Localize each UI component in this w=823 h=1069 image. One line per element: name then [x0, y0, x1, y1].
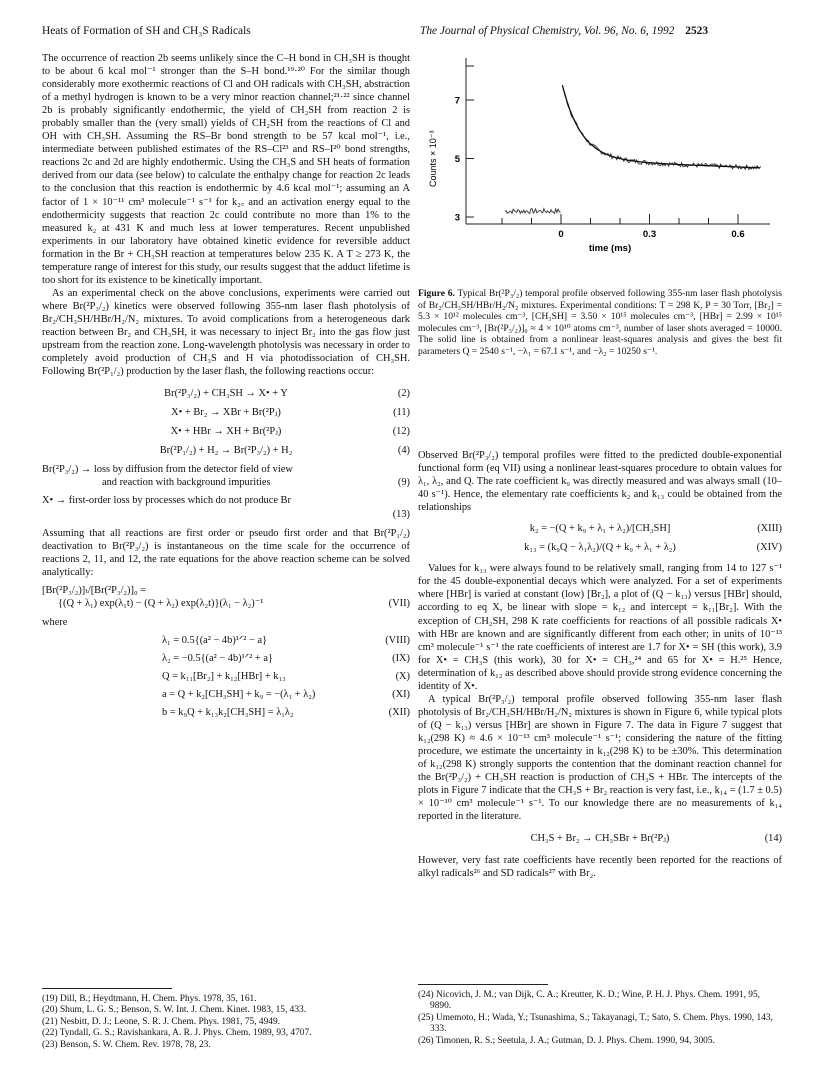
- y-ticks: [455, 66, 474, 224]
- equation: X• + Br₂ → XBr + Br(²Pⱼ) (11): [171, 407, 410, 419]
- equation: Br(²P₁/₂) + H₂ → Br(²P₃/₂) + H₂ (4): [159, 445, 410, 457]
- paragraph: The occurrence of reaction 2b seems unlikely since the C–H bond in CH₃SH is thought to be about 6 kcal mol⁻¹ stronger than the S–H bond.¹⁹·²⁰ For the similar though considerably more exothermic reactions of Cl and OH radicals with CH₃SH, abstraction of a methyl hydrogen is known to be a very minor reaction channel;²¹·²² since channel 2b is probably significantly endothermic, the yield of CH₂SH from reaction 2 is probably smaller than the (very small) yields of CH₂SH from the reactions of Cl and OH with CH₃SH. Assuming the RS–Br bond strength to be 57 kcal mol⁻¹, i.e., intermediate between published estimates of the RS–Cl²³ and RS–I²⁰ bond strengths, reactions 2c and 2d are highly endothermic. Using the CH₃S and SH heats of formation derived from our data (see below) to calculate the enthalpy change for reaction 2c leads to the conclusion that this reaction is endothermic by 4.6 kcal mol⁻¹; assuming an A factor of 1 × 10⁻¹¹ cm³ molecule⁻¹ s⁻¹ for k₂꜀ and an activation energy equal to the endothermicity suggests that reaction 2c could contribute no more than 1% to the measured k₂ at 431 K and much less at lower temperatures. Recent unpublished experiments in our laboratory have obtained kinetic evidence for reversible adduct formation in the Br + CH₃SH reaction at temperatures below 235 K. A T ≥ 273 K, the temperature range of interest for this study, our results suggest that the adduct lifetime is too short for its existence to be kinetically important.: [42, 53, 410, 286]
- equation: Br(²P₃/₂) → loss by diffusion from the detector field of view and reaction with background impurities (9): [42, 464, 410, 489]
- journal-citation: [420, 25, 708, 37]
- fit-curve: [563, 86, 761, 168]
- equation: X• + HBr → XH + Br(²Pⱼ) (12): [170, 426, 410, 438]
- y-tick-label: 7: [454, 95, 460, 107]
- right-references: [418, 990, 782, 1047]
- reference-item: (20) Shum, L. G. S.; Benson, S. W. Int. J. Chem. Kinet. 1983, 15, 433.: [42, 1005, 307, 1016]
- definition-equation: b = k₉Q + k₁₃k₂[CH₃SH] = λ₁λ₂ (XII): [162, 707, 410, 719]
- paragraph: A typical Br(²P₃/₂) temporal profile observed following 355-nm laser flash photolysis of Br₂/CH₃SH/HBr/H₂/N₂ mixtures is shown in Figure 6, while typical plots of (Q − k₁₃) versus [HBr] are shown in Figure 7. The data in Figure 7 suggest that k₁₂(298 K) ≈ 4.6 × 10⁻¹³ cm³ molecule⁻¹ s⁻¹; considering the nature of the fitting procedure, we estimate the uncertainty in k₁₂(298 K) to be ±30%. This determination of k₁₂(298 K) strongly supports the contention that the dominant reaction channel for the Br(²P₃/₂) + CH₃SH reaction is production of CH₃S + HBr. The intercepts of the plots in Figure 7 indicate that the CH₃S + Br₂ reaction is very fast, i.e., k₁₄ = (1.7 ± 0.5) × 10⁻¹⁰ cm³ molecule⁻¹ s⁻¹. To our knowledge there are no measurements of k₁₄ reported in the literature.: [418, 693, 782, 823]
- decay-plot: [418, 52, 782, 288]
- x-ticks: [558, 214, 744, 240]
- y-tick-label: 3: [454, 212, 460, 224]
- x-tick-label: 0.6: [731, 229, 745, 240]
- equation: k₁₃ = (k₉Q − λ₁λ₂)/(Q + k₉ + λ₁ + λ₂) (XIV): [524, 542, 782, 554]
- x-axis-label: time (ms): [588, 243, 632, 254]
- right-column: [418, 449, 782, 880]
- paragraph: However, very fast rate coefficients have recently been reported for the reactions of alkyl radicals²⁶ and SD radicals²⁷ with Br₂.: [418, 855, 782, 880]
- equation: Br(²P₃/₂) + CH₃SH → X• + Y (2): [164, 388, 410, 400]
- minor-ticks: [502, 218, 709, 224]
- reference-item: (23) Benson, S. W. Chem. Rev. 1978, 78, 23.: [42, 1039, 211, 1050]
- equation: X• → first-order loss by processes which do not produce Br (13): [42, 495, 410, 520]
- paragraph: Assuming that all reactions are first order or pseudo first order and that Br(²P₁/₂) deactivation to Br(²P₃/₂) is instantaneous on the time scale for the occurrence of reactions 2, 11, and 12, the rate equations for the above reaction scheme can be solved analytically:: [42, 527, 410, 578]
- data-trace: [505, 85, 761, 213]
- reference-item: (22) Tyndall, G. S.; Ravishankara, A. R. J. Phys. Chem. 1989, 93, 4707.: [42, 1028, 312, 1039]
- paragraph: As an experimental check on the above conclusions, experiments were carried out where Br(²P₃/₂) kinetics were observed following 355-nm laser flash photolysis of Br₂/CH₃SH/HBr/H₂/N₂ mixtures. To avoid complications from a heterogeneous dark reaction between Br₂ and CH₃SH, it was necessary to inject Br₂ into the gas flow just upstream from the reaction zone. Long-wavelength photolysis was necessary in order to completely avoid production of CH₃S and H via photodissociation of CH₃SH. Following Br(²P₁/₂) production by the laser flash, the following reactions occur:: [42, 287, 410, 378]
- paragraph: Values for k₁₃ were always found to be relatively small, ranging from 14 to 127 s⁻¹ for the 45 double-exponential decays which were analyzed. For a set of experiments where [HBr] is varied at constant (low) [Br₂], a plot of (Q − k₁₃) versus [HBr] should, according to eq X, be linear with slope = k₁₂ and intercept = k₁₁[Br₂]. With the exception of CH₂SH, 298 K rate coefficients for reactions of all possible radicals X• with HBr are known and are significantly different from each other; in units of 10⁻¹³ cm³ molecule⁻¹ s⁻¹ the rate coefficients of interest are 1.7 for X• = SH (this work), 3.9 for X• = CH₃S (this work), 30 for X• = CH₃,²⁴ and 65 for X• = H.²⁵ Hence, determination of k₁₂ as described above should provide strong evidence concerning the identity of X•.: [418, 563, 782, 692]
- equation: k₂ = −(Q + k₉ + λ₁ + λ₂)/[CH₃SH] (XIII): [529, 523, 782, 535]
- footnote-rule: [418, 984, 548, 985]
- x-tick-label: 0.3: [642, 229, 657, 240]
- journal-name: The Journal of Physical Chemistry, Vol. 96, No. 6, 1992: [420, 25, 675, 37]
- reference-item: (19) Dill, B.; Heydtmann, H. Chem. Phys. 1978, 35, 161.: [42, 994, 257, 1004]
- left-references: [42, 994, 410, 1051]
- definitions-list: [42, 634, 410, 719]
- reference-item: (25) Umemoto, H.; Wada, Y.; Tsunashima, S.; Takayanagi, T.; Sato, S. Chem. Phys. 1990, 143, 333.: [418, 1012, 773, 1035]
- definition-equation: λ₁ = 0.5{(a² − 4b)¹ᐟ² − a} (VIII): [162, 634, 410, 646]
- equation: CH₃S + Br₂ → CH₃SBr + Br(²Pⱼ) (14): [530, 833, 782, 845]
- footnote-rule: [42, 988, 172, 989]
- figure-caption: [418, 288, 782, 358]
- caption-text: Typical Br(²P₃/₂) temporal profile observed following 355-nm laser flash photolysis of Br₂/CH₃SH/HBr/H₂/N₂ mixtures. Experimental conditions: T = 298 K, P = 30 Torr, [Br₂] = 5.3 × 10¹² molecules cm⁻³, [CH₃SH] = 3.50 × 10¹⁵ molecules cm⁻³, [HBr] = 2.99 × 10¹⁵ molecules cm⁻³, [Br(²P₃/₂)]₀ ≈ 4 × 10¹⁰ atoms cm⁻³, number of laser shots averaged = 10000. The solid line is obtained from a nonlinear least-squares analysis and gives the best fit parameters Q = 2540 s⁻¹, −λ₁ = 67.1 s⁻¹, and −λ₂ = 10250 s⁻¹.: [418, 288, 782, 357]
- paragraph: Observed Br(²P₃/₂) temporal profiles were fitted to the predicted double-exponential functional form (eq VII) using a nonlinear least-squares procedure to obtain values for λ₁, λ₂, and Q. The rate coefficient k₉ was directly measured and was always small (10–40 s⁻¹). Hence, the elementary rate coefficients k₂ and k₁₃ could be obtained from the relationships: [418, 450, 782, 514]
- left-column: [42, 52, 410, 724]
- running-title: Heats of Formation of SH and CH₃S Radicals: [42, 25, 251, 37]
- where-label: where: [42, 616, 68, 628]
- x-tick-label: 0: [558, 229, 564, 240]
- reference-item: (21) Nesbitt, D. J.; Leone, S. R. J. Chem. Phys. 1981, 75, 4949.: [42, 1016, 281, 1027]
- definition-equation: λ₂ = −0.5{(a² − 4b)¹ᐟ² + a} (IX): [162, 652, 410, 664]
- page-number: 2523: [685, 25, 709, 37]
- reference-item: (24) Nicovich, J. M.; van Dijk, C. A.; Kreutter, K. D.; Wine, P. H. J. Phys. Chem. 1991, 95, 9890.: [418, 990, 761, 1012]
- caption-label: Figure 6.: [418, 288, 455, 299]
- y-axis-label: Counts × 10⁻³: [428, 130, 438, 187]
- definition-equation: Q = k₁₁[Br₂] + k₁₂[HBr] + k₁₃ (X): [162, 670, 410, 682]
- reference-item: (26) Timonen, R. S.; Seetula, J. A.; Gutman, D. J. Phys. Chem. 1990, 94, 3005.: [418, 1035, 715, 1046]
- y-tick-label: 5: [454, 154, 460, 165]
- definition-equation: a = Q + k₂[CH₃SH] + k₉ = −(λ₁ + λ₂) (XI): [162, 689, 410, 701]
- equation: [Br(²P₃/₂)]ₜ/[Br(²P₃/₂)]₀ = {(Q + λ₁) exp(λ₁t) − (Q + λ₂) exp(λ₂t)}(λ₁ − λ₂)⁻¹ (VII): [42, 584, 410, 609]
